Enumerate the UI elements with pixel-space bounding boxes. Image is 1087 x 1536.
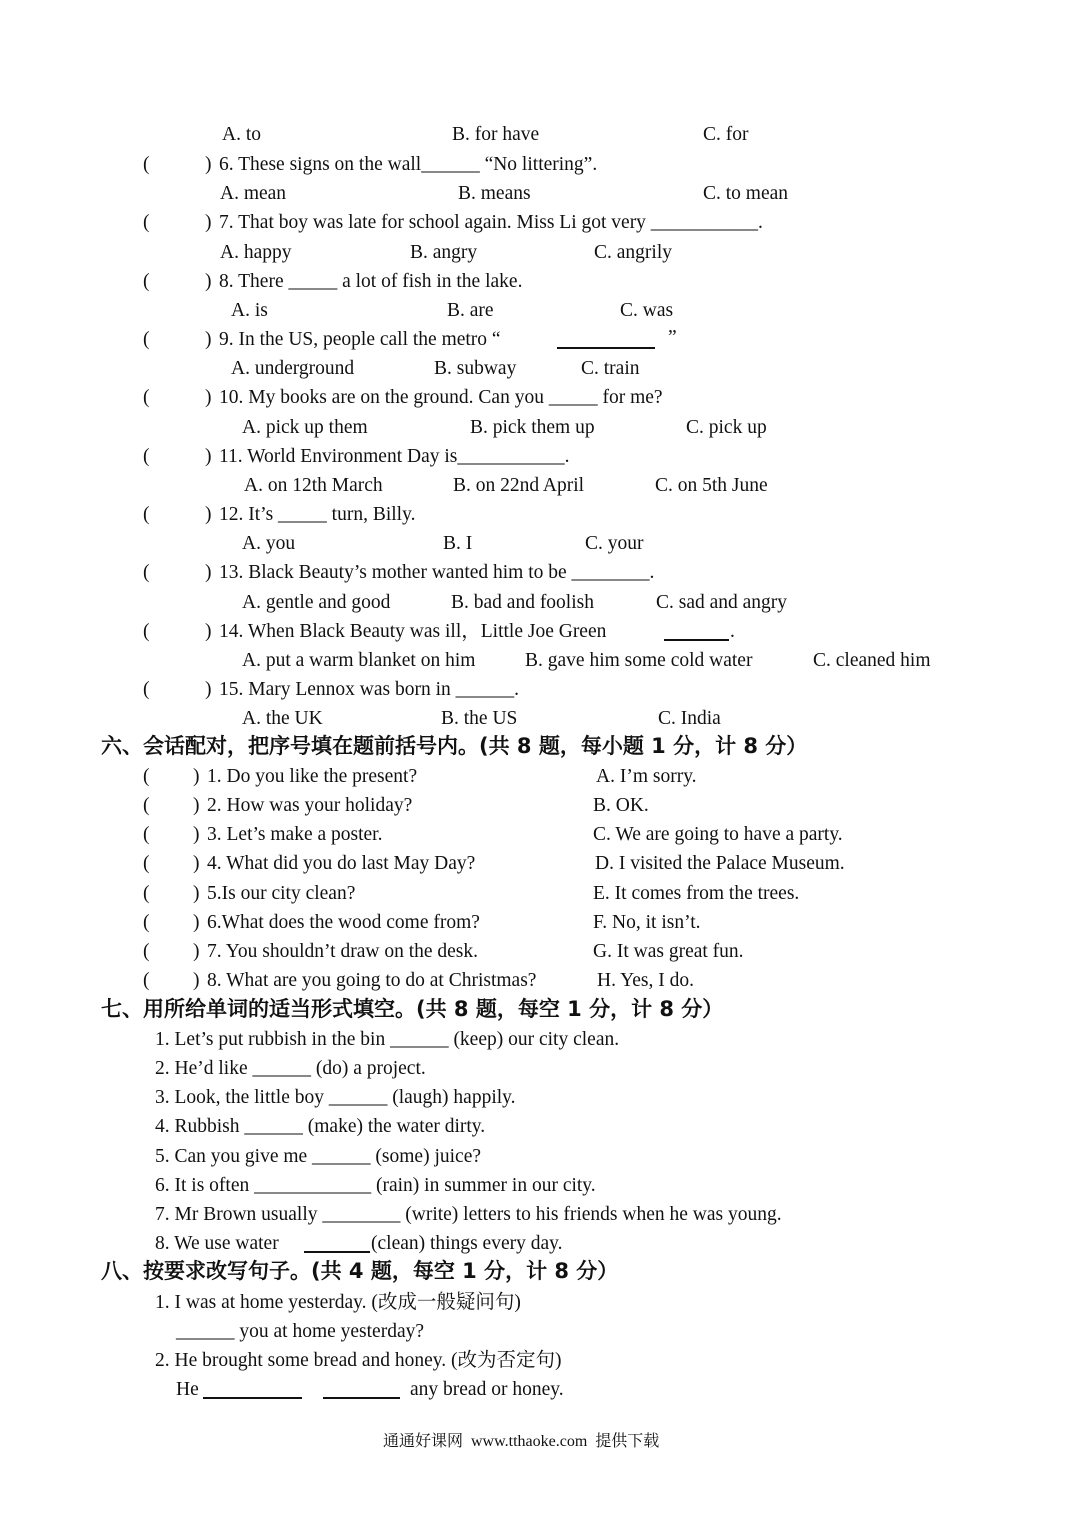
dialogue-answer: C. We are going to have a party. [593,824,843,845]
section-7-heading: 七、用所给单词的适当形式填空。(共 8 题，每空 1 分，计 8 分） [101,997,724,1021]
q14-option-a: A. put a warm blanket on him [242,650,476,671]
answer-paren-open: ( [143,970,150,991]
question-8: 8. There _____ a lot of fish in the lake. [219,271,523,292]
answer-paren-open: ( [143,883,150,904]
answer-paren-open: ( [143,766,150,787]
q12-option-b: B. I [443,533,473,554]
answer-paren-close: ) [205,329,212,350]
blank-line [557,347,655,349]
q7-option-a: A. happy [220,242,292,263]
dialogue-answer: D. I visited the Palace Museum. [595,853,845,874]
q10-option-c: C. pick up [686,417,767,438]
section-6-heading: 六、会话配对，把序号填在题前括号内。(共 8 题，每小题 1 分，计 8 分） [101,734,808,758]
q13-option-c: C. sad and angry [656,592,788,613]
fill-item-6: 6. It is often ____________ (rain) in summer in our city. [155,1175,596,1196]
q6-option-b: B. means [458,183,531,204]
blank-line [323,1397,400,1399]
q14-option-c: C. cleaned him [813,650,931,671]
question-13: 13. Black Beauty’s mother wanted him to be ________. [219,562,655,583]
answer-paren-close: ) [193,824,200,845]
q11-option-c: C. on 5th June [655,475,768,496]
answer-paren-open: ( [143,853,150,874]
q11-option-a: A. on 12th March [244,475,383,496]
dialogue-question: 3. Let’s make a poster. [207,824,383,845]
q8-option-b: B. are [447,300,494,321]
q8-option-c: C. was [620,300,674,321]
q9-option-b: B. subway [434,358,517,379]
answer-paren-close: ) [205,446,212,467]
answer-paren-close: ) [193,883,200,904]
rewrite-answer-1: ______ you at home yesterday? [176,1321,425,1342]
dialogue-question: 1. Do you like the present? [207,766,418,787]
q8-option-a: A. is [231,300,268,321]
fill-item-7: 7. Mr Brown usually ________ (write) letters to his friends when he was young. [155,1204,782,1225]
answer-paren-close: ) [193,853,200,874]
answer-paren-close: ) [205,504,212,525]
fill-item-1: 1. Let’s put rubbish in the bin ______ (keep) our city clean. [155,1029,620,1050]
answer-paren-close: ) [193,970,200,991]
rewrite-answer-2-start: He [176,1379,199,1400]
question-15: 15. Mary Lennox was born in ______. [219,679,520,700]
answer-paren-open: ( [143,679,150,700]
answer-paren-close: ) [205,562,212,583]
q9-option-c: C. train [581,358,640,379]
answer-paren-close: ) [205,621,212,642]
answer-paren-open: ( [143,154,150,175]
answer-paren-open: ( [143,212,150,233]
question-10: 10. My books are on the ground. Can you _____ for me? [219,387,663,408]
fill-item-5: 5. Can you give me ______ (some) juice? [155,1146,482,1167]
question-9: 9. In the US, people call the metro “ [219,329,511,350]
dialogue-question: 4. What did you do last May Day? [207,853,476,874]
answer-paren-close: ) [193,766,200,787]
q12-option-a: A. you [242,533,296,554]
rewrite-question-1: 1. I was at home yesterday. (改成一般疑问句) [155,1292,521,1313]
fill-item-4: 4. Rubbish ______ (make) the water dirty. [155,1116,486,1137]
dialogue-question: 2. How was your holiday? [207,795,413,816]
q12-option-c: C. your [585,533,644,554]
dialogue-question: 6.What does the wood come from? [207,912,480,933]
answer-paren-open: ( [143,941,150,962]
answer-paren-close: ) [193,795,200,816]
blank-line [664,639,729,641]
answer-paren-close: ) [205,679,212,700]
answer-paren-close: ) [205,271,212,292]
q5-option-a: A. to [222,124,261,145]
question-6: 6. These signs on the wall______ “No littering”. [219,154,598,175]
q15-option-c: C. India [658,708,721,729]
dialogue-question: 8. What are you going to do at Christmas? [207,970,537,991]
answer-paren-close: ) [205,154,212,175]
answer-paren-open: ( [143,271,150,292]
q5-option-c: C. for [703,124,749,145]
blank-line [203,1397,302,1399]
q7-option-c: C. angrily [594,242,672,263]
q7-option-b: B. angry [410,242,478,263]
footer-source: 通通好课网 www.tthaoke.com 提供下载 [383,1433,660,1450]
question-7: 7. That boy was late for school again. Miss Li got very ___________. [219,212,763,233]
q6-option-c: C. to mean [703,183,789,204]
q14-option-b: B. gave him some cold water [525,650,753,671]
answer-paren-open: ( [143,504,150,525]
question-12: 12. It’s _____ turn, Billy. [219,504,416,525]
q10-option-a: A. pick up them [242,417,368,438]
q13-option-a: A. gentle and good [242,592,391,613]
dialogue-answer: H. Yes, I do. [597,970,694,991]
fill-item-2: 2. He’d like ______ (do) a project. [155,1058,426,1079]
answer-paren-open: ( [143,824,150,845]
question-14-period: . [730,621,735,642]
answer-paren-open: ( [143,562,150,583]
answer-paren-open: ( [143,621,150,642]
answer-paren-close: ) [205,212,212,233]
answer-paren-close: ) [193,941,200,962]
section-8-heading: 八、按要求改写句子。(共 4 题，每空 1 分，计 8 分） [101,1259,619,1283]
q15-option-b: B. the US [441,708,518,729]
q5-option-b: B. for have [452,124,540,145]
answer-paren-close: ) [205,387,212,408]
dialogue-answer: F. No, it isn’t. [593,912,701,933]
q11-option-b: B. on 22nd April [453,475,585,496]
question-14: 14. When Black Beauty was ill，Little Joe Green [219,621,612,642]
answer-paren-open: ( [143,329,150,350]
q6-option-a: A. mean [220,183,287,204]
rewrite-question-2: 2. He brought some bread and honey. (改为否定句) [155,1350,562,1371]
dialogue-answer: E. It comes from the trees. [593,883,800,904]
dialogue-question: 5.Is our city clean? [207,883,356,904]
answer-paren-open: ( [143,446,150,467]
q13-option-b: B. bad and foolish [451,592,594,613]
q10-option-b: B. pick them up [470,417,595,438]
answer-paren-open: ( [143,912,150,933]
rewrite-answer-2-end: any bread or honey. [410,1379,564,1400]
fill-item-8: 8. We use water [155,1233,284,1254]
q9-option-a: A. underground [231,358,355,379]
answer-paren-open: ( [143,795,150,816]
q15-option-a: A. the UK [242,708,323,729]
fill-item-3: 3. Look, the little boy ______ (laugh) happily. [155,1087,516,1108]
blank-line [304,1251,370,1253]
question-9-close-quote: ” [668,327,677,348]
fill-item-8-tail: (clean) things every day. [371,1233,563,1254]
dialogue-answer: G. It was great fun. [593,941,744,962]
dialogue-answer: A. I’m sorry. [596,766,697,787]
dialogue-answer: B. OK. [593,795,649,816]
answer-paren-close: ) [193,912,200,933]
dialogue-question: 7. You shouldn’t draw on the desk. [207,941,479,962]
answer-paren-open: ( [143,387,150,408]
question-11: 11. World Environment Day is___________. [219,446,570,467]
